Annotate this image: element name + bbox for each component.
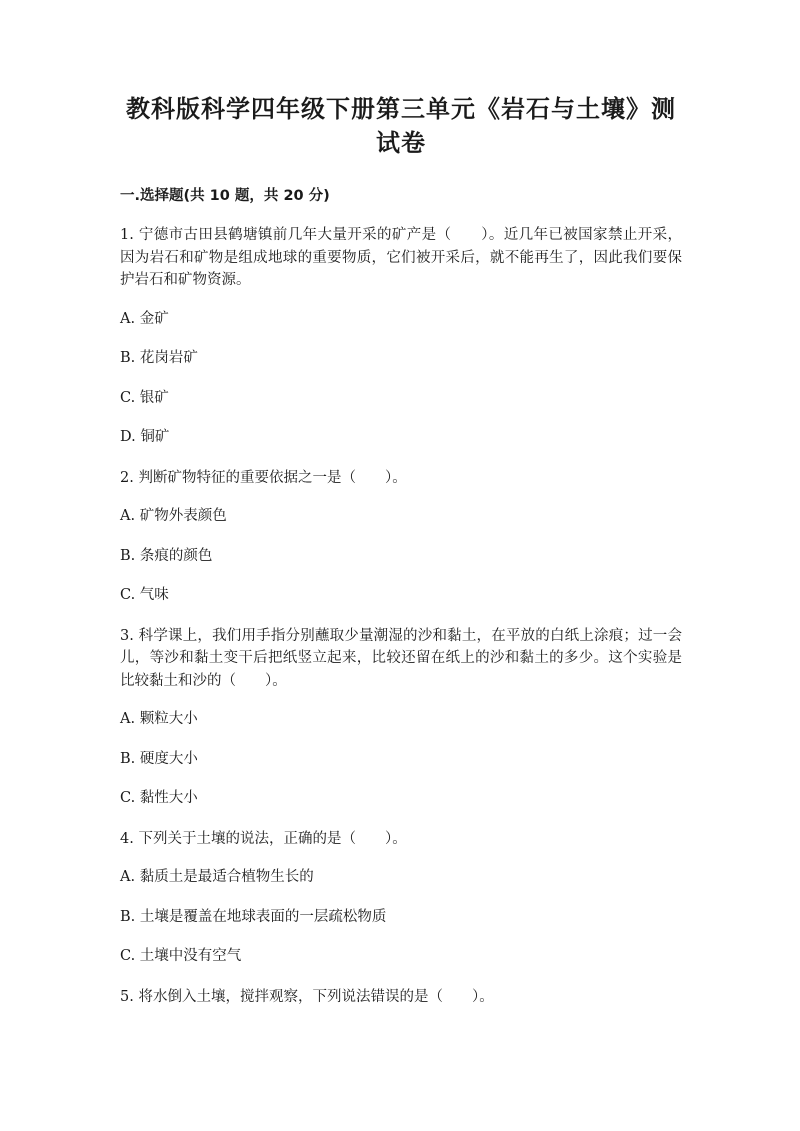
question-3-option-b: B. 硬度大小 — [120, 750, 198, 767]
question-3-option-a: A. 颗粒大小 — [120, 711, 198, 727]
question-1-text: 1. 宁德市古田县鹤塘镇前几年大量开采的矿产是（ ）。近几年已被国家禁止开采，因为岩石和矿物是组成地球的重要物质，它们被开采后，就不能再生了，因此我们要保护岩石和矿物资源。 — [120, 227, 682, 288]
question-2-option-c: C. 气味 — [120, 587, 169, 603]
exam-title-line-1: 教科版科学四年级下册第三单元《岩石与土壤》测 — [126, 95, 676, 123]
question-5-text: 5. 将水倒入土壤，搅拌观察，下列说法错误的是（ ）。 — [120, 988, 494, 1005]
question-4-option-b: B. 土壤是覆盖在地球表面的一层疏松物质 — [120, 908, 387, 925]
question-3-option-c: C. 黏性大小 — [120, 790, 198, 806]
question-4-option-a: A. 黏质土是最适合植物生长的 — [120, 869, 314, 885]
question-2-option-b: B. 条痕的颜色 — [120, 547, 213, 564]
question-4-text: 4. 下列关于土壤的说法，正确的是（ ）。 — [120, 830, 407, 847]
question-1-option-a: A. 金矿 — [120, 310, 169, 327]
question-2-text: 2. 判断矿物特征的重要依据之一是（ ）。 — [120, 469, 407, 486]
question-1-option-b: B. 花岗岩矿 — [120, 350, 198, 366]
question-2-option-a: A. 矿物外表颜色 — [120, 508, 227, 524]
question-4-option-c: C. 土壤中没有空气 — [120, 948, 242, 964]
exam-title — [120, 92, 682, 160]
section-header-multiple-choice: 一.选择题(共 10 题，共 20 分) — [120, 188, 330, 204]
exam-title-line-2: 试卷 — [376, 129, 426, 157]
question-3-text: 3. 科学课上，我们用手指分别蘸取少量潮湿的沙和黏土，在平放的白纸上涂痕；过一会儿，等沙和黏土变干后把纸竖立起来，比较还留在纸上的沙和黏土的多少。这个实验是比较黏土和沙的（ ）。 — [120, 627, 682, 689]
question-1-option-d: D. 铜矿 — [120, 429, 170, 445]
question-1-option-c: C. 银矿 — [120, 389, 169, 406]
